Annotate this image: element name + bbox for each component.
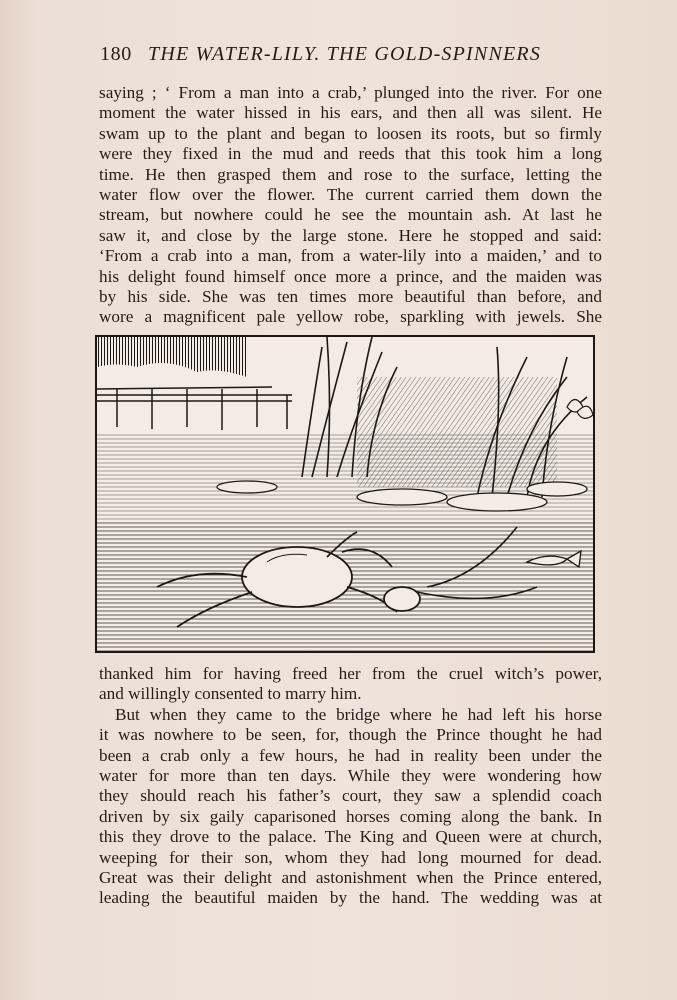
text-line: Great was their delight and astonishment when the Prince entered, [99, 867, 602, 887]
text-line: been a crab only a few hours, he had in reality been under the [99, 745, 602, 765]
text-line: leading the beautiful maiden by the hand. The wedding was at [99, 888, 602, 908]
text-line: water flow over the flower. The current carried them down the [99, 184, 602, 204]
text-line: saying ; ‘ From a man into a crab,’ plunged into the river. For one [99, 83, 602, 102]
text-line: wore a magnificent pale yellow robe, sparkling with jewels. She [99, 307, 602, 327]
text-line: they should reach his father’s court, they saw a splendid coach [99, 786, 602, 806]
text-line: time. He then grasped them and rose to the surface, letting the [99, 164, 602, 184]
illustration-crab-in-river [95, 335, 595, 653]
text-line: stream, but nowhere could he see the mountain ash. At last he [99, 205, 602, 225]
page-number: 180 [100, 43, 132, 65]
text-line: were they fixed in the mud and reeds that this took him a long [99, 144, 602, 164]
text-line: ‘From a crab into a man, from a water-lily into a maiden,’ and to [99, 246, 602, 266]
running-title: THE WATER-LILY. THE GOLD-SPINNERS [148, 43, 542, 65]
text-line: his delight found himself once more a prince, and the maiden was [99, 266, 602, 286]
bottom-text [99, 664, 602, 909]
text-line: it was nowhere to be seen, for, though the Prince thought he had [99, 725, 602, 745]
text-line: weeping for their son, whom they had long mourned for dead. [99, 847, 602, 867]
illustration-engraving [97, 337, 593, 651]
text-line: But when they came to the bridge where he had left his horse [115, 704, 602, 724]
text-line: saw it, and close by the large stone. Here he stopped and said: [99, 225, 602, 245]
text-line: moment the water hissed in his ears, and then all was silent. He [99, 103, 602, 123]
text-line: water for more than ten days. While they were wondering how [99, 765, 602, 785]
text-line: driven by six gaily caparisoned horses coming along the bank. In [99, 806, 602, 826]
text-line: by his side. She was ten times more beautiful than before, and [99, 286, 602, 306]
page-header [100, 43, 570, 73]
text-line: swam up to the plant and began to loosen its roots, but so firmly [99, 123, 602, 143]
text-line: this they drove to the palace. The King and Queen were at church, [99, 827, 602, 847]
text-line: and willingly consented to marry him. [99, 684, 362, 704]
far-bank-vegetation [357, 377, 557, 487]
top-paragraph [99, 83, 602, 328]
text-line: thanked him for having freed her from the cruel witch’s power, [99, 664, 602, 683]
